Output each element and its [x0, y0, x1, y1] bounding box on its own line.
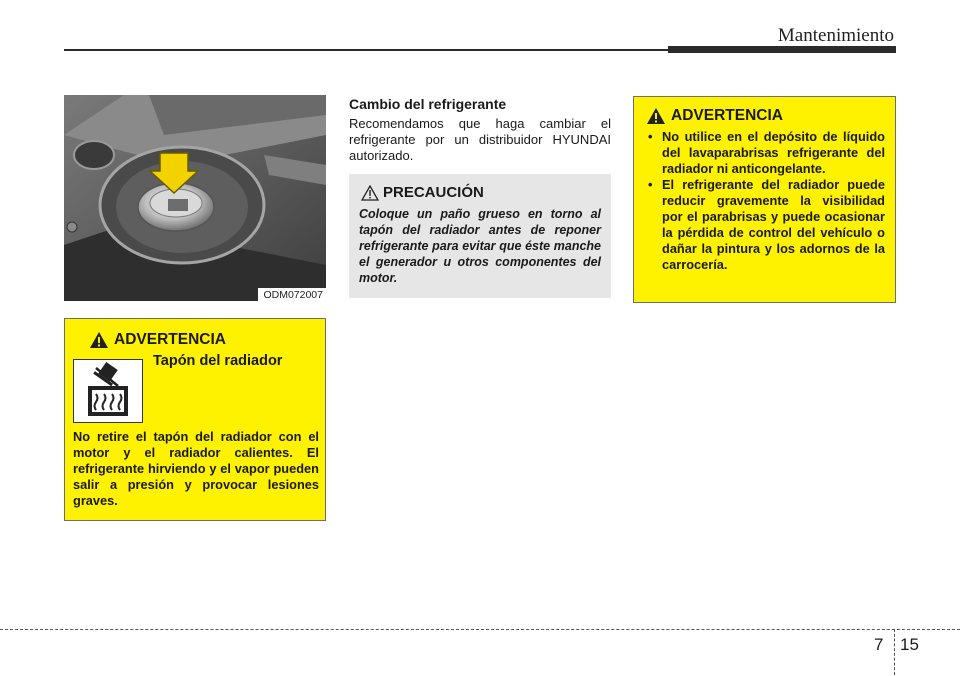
warning-triangle-icon	[89, 331, 109, 349]
section-body: Recomendamos que haga cambiar el refrigerante por un distribuidor HYUNDAI autorizado.	[349, 116, 611, 163]
warning-item: • No utilice en el depósito de líquido del lavaparabrisas refrigerante del radiador ni anticongelante.	[646, 129, 885, 177]
caution-title: PRECAUCIÓN	[383, 184, 484, 201]
page-number: 15	[900, 635, 919, 654]
hot-radiator-icon	[74, 360, 142, 422]
hot-radiator-icon	[73, 359, 143, 423]
warning-title: ADVERTENCIA	[114, 331, 226, 348]
footer-rule	[0, 629, 960, 630]
photo-label: ODM072007	[258, 288, 326, 301]
warning-subtitle: Tapón del radiador	[153, 353, 283, 369]
section-title: Cambio del refrigerante	[349, 96, 507, 112]
engine-bay-illustration	[64, 95, 326, 301]
warning-list	[646, 129, 885, 273]
warning-box-bottom	[64, 318, 326, 521]
radiator-cap-photo	[64, 95, 326, 301]
header-bar	[668, 46, 896, 53]
warning-item: • El refrigerante del radiador puede reducir gravemente la visibilidad por el parabrisas y puede ocasionar la pérdida de control del vehículo o dañar la pintura y los adornos de la carrocería.	[646, 177, 885, 273]
warning-triangle-icon	[646, 107, 666, 125]
footer-divider	[894, 629, 895, 675]
header-title: Mantenimiento	[777, 25, 894, 46]
caution-triangle-icon	[361, 185, 379, 201]
caution-body: Coloque un paño grueso en torno al tapón del radiador antes de reponer refrigerante para evitar que éste manche el generador u otros componentes del motor.	[359, 207, 601, 285]
warning-header	[89, 331, 317, 349]
caution-header	[361, 184, 601, 201]
caution-box	[349, 174, 611, 298]
page-chapter: 7	[874, 635, 884, 654]
warning-body: No retire el tapón del radiador con el motor y el radiador calientes. El refrigerante hirviendo y el vapor pueden salir a presión y provocar lesiones graves.	[73, 429, 319, 508]
warning-header	[646, 107, 885, 125]
warning-title: ADVERTENCIA	[671, 107, 783, 124]
warning-box-right	[633, 96, 896, 303]
